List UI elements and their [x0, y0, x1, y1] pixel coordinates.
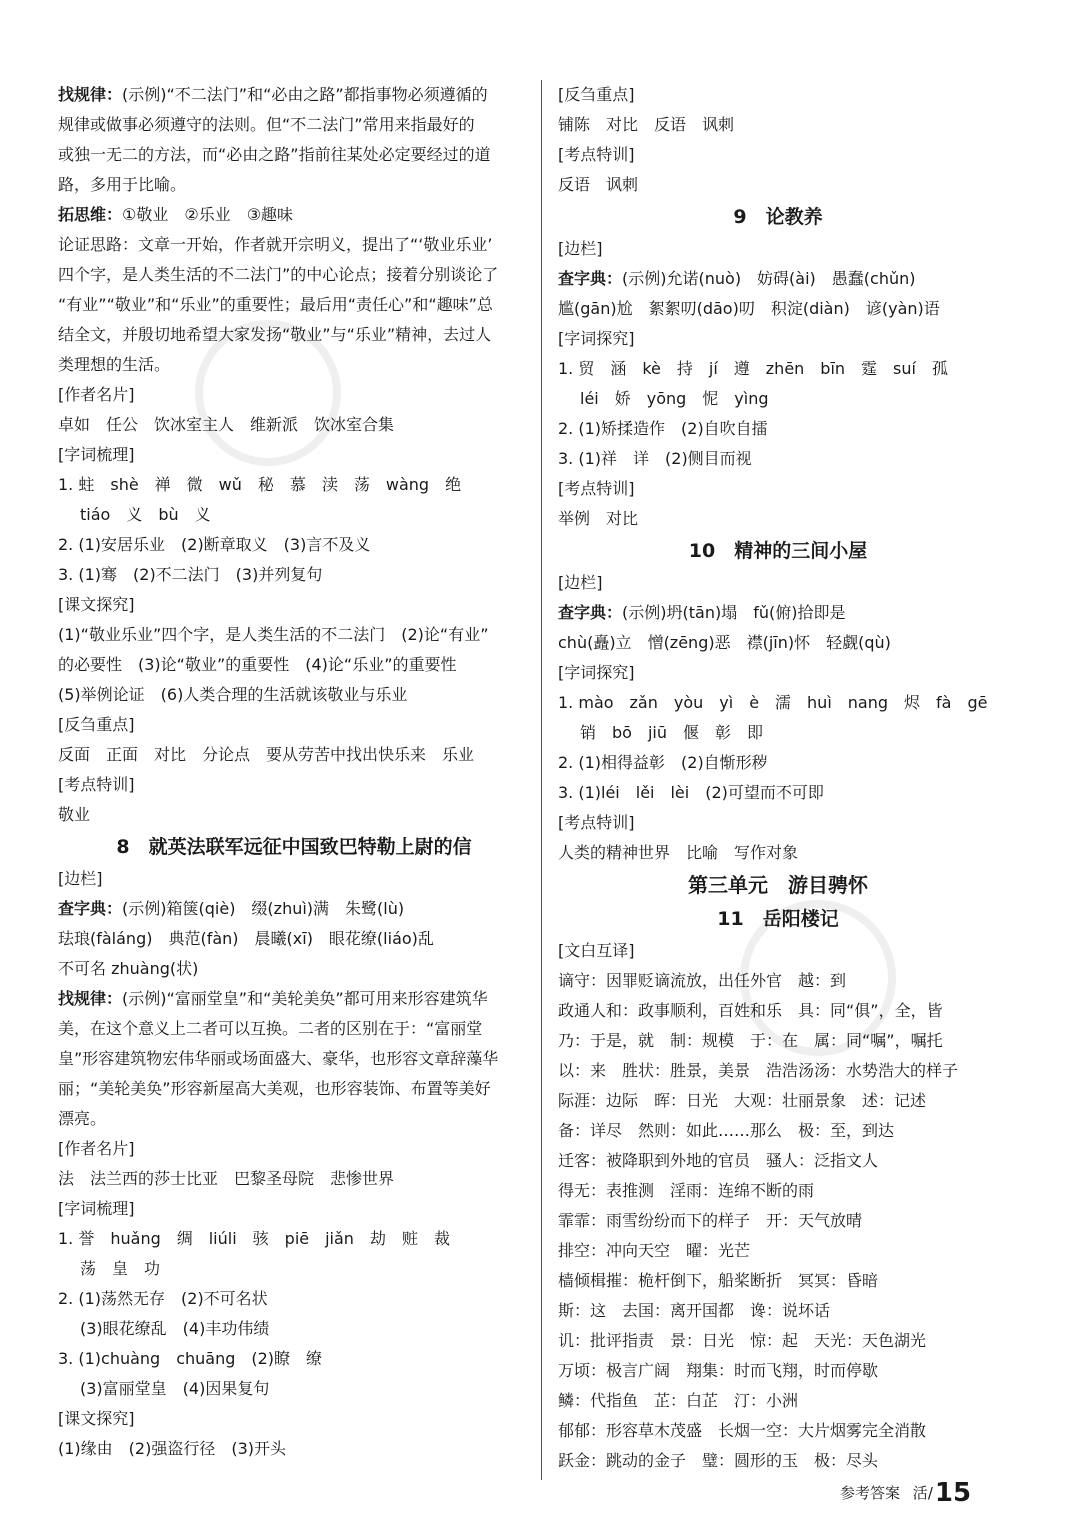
- section-heading: [ 边栏 ]: [558, 568, 998, 598]
- section-heading: [ 边栏 ]: [558, 234, 998, 264]
- answer-line: [58, 894, 530, 924]
- section-heading: [ 考点特训 ]: [558, 140, 998, 170]
- answer-text: (示例)坍(tān)塌 fǔ(俯)拾即是: [622, 603, 846, 622]
- answer-line: tiáo 义 bù 义: [80, 505, 211, 524]
- answer-line: 备：详尽 然则：如此……那么 极：至，到达: [558, 1121, 895, 1140]
- answer-line: léi 娇 yōng 怩 yìng: [580, 389, 769, 408]
- lesson-title: 11 岳阳楼记: [717, 908, 839, 930]
- answer-line: 尴(gān)尬 絮絮叨(dāo)叨 积淀(diàn) 谚(yàn)语: [558, 299, 940, 318]
- section-heading: [ 考点特训 ]: [558, 808, 998, 838]
- answer-line: 2. (1)荡然无存 (2)不可名状: [58, 1289, 268, 1308]
- answer-line: 反面 正面 对比 分论点 要从劳苦中找出快乐来 乐业: [58, 745, 475, 764]
- answer-label: 查字典：: [558, 603, 623, 622]
- answer-line: 郁郁：形容草木茂盛 长烟一空：大片烟雾完全消散: [558, 1421, 927, 1440]
- answer-line: 2. (1)安居乐业 (2)断章取义 (3)言不及义: [58, 535, 371, 554]
- answer-line: 1. 蛀 shè 禅 微 wǔ 秘 慕 渎 荡 wàng 绝: [58, 475, 462, 494]
- answer-line: 路，多用于比喻。: [58, 175, 187, 194]
- answer-line: 鳞：代指鱼 芷：白芷 汀：小洲: [558, 1391, 799, 1410]
- answer-line: chù(矗)立 憎(zēng)恶 襟(jīn)怀 轻觑(qù): [558, 633, 891, 652]
- answer-text: (示例)允诺(nuò) 妨碍(ài) 愚蠢(chǔn): [622, 269, 916, 288]
- answer-text: ①敬业 ②乐业 ③趣味: [122, 205, 294, 224]
- answer-line: 销 bō jiū 偃 彰 即: [580, 723, 763, 742]
- answer-line: [558, 598, 998, 628]
- answer-line: 3. (1)骞 (2)不二法门 (3)并列复句: [58, 565, 323, 584]
- answer-line: 以：来 胜状：胜景，美景 浩浩汤汤：水势浩大的样子: [558, 1061, 959, 1080]
- section-heading: [ 字词梳理 ]: [58, 440, 530, 470]
- answer-text: (示例)“不二法门”和“必由之路”都指事物必须遵循的: [122, 85, 488, 104]
- section-heading: [ 反刍重点 ]: [58, 710, 530, 740]
- section-heading: [ 反刍重点 ]: [558, 80, 998, 110]
- answer-line: (5)举例论证 (6)人类合理的生活就该敬业与乐业: [58, 685, 408, 704]
- answer-line: 霏霏：雨雪纷纷而下的样子 开：天气放晴: [558, 1211, 863, 1230]
- answer-line: (3)眼花缭乱 (4)丰功伟绩: [80, 1319, 270, 1338]
- answer-line: 丽；“美轮美奂”形容新屋高大美观，也形容装饰、布置等美好: [58, 1079, 491, 1098]
- answer-line: [558, 264, 998, 294]
- answer-label: 查字典：: [58, 899, 123, 918]
- lesson-title: 9 论教养: [733, 206, 823, 228]
- answer-line: 结全文，并殷切地希望大家发扬“敬业”与“乐业”精神，去过人: [58, 325, 492, 344]
- page-number: 15: [934, 1478, 972, 1508]
- answer-line: 不可名 zhuàng(状): [58, 959, 199, 978]
- section-heading: [ 作者名片 ]: [58, 1134, 530, 1164]
- answer-line: 规律或做事必须遵守的法则。但“不二法门”常用来指最好的: [58, 115, 475, 134]
- answer-line: [58, 200, 530, 230]
- answer-line: 美，在这个意义上二者可以互换。二者的区别在于：“富丽堂: [58, 1019, 483, 1038]
- answer-line: 讥：批评指责 景：日光 惊：起 天光：天色湖光: [558, 1331, 927, 1350]
- answer-line: 1. 誉 huǎng 绸 liúli 骇 piē jiǎn 劫 赃 裁: [58, 1229, 450, 1248]
- answer-line: 樯倾楫摧：桅杆倒下，船桨断折 冥冥：昏暗: [558, 1271, 879, 1290]
- section-heading: [ 文白互译 ]: [558, 936, 998, 966]
- answer-line: 四个字，是人类生活的不二法门”的中心论点；接着分别谈论了: [58, 265, 499, 284]
- answer-label: 找规律：: [58, 85, 123, 104]
- column-divider: [541, 80, 542, 1480]
- answer-line: 类理想的生活。: [58, 355, 171, 374]
- page-footer: [840, 1478, 1040, 1508]
- answer-line: (3)富丽堂皇 (4)因果复句: [80, 1379, 270, 1398]
- answer-line: 反语 讽刺: [558, 175, 639, 194]
- section-heading: [ 字词探究 ]: [558, 658, 998, 688]
- answer-line: 1. mào zǎn yòu yì è 濡 huì nang 烬 fà gē: [558, 693, 988, 712]
- answer-line: 或独一无二的方法，而“必由之路”指前往某处必定要经过的道: [58, 145, 491, 164]
- answer-line: 的必要性 (3)论“敬业”的重要性 (4)论“乐业”的重要性: [58, 655, 457, 674]
- answer-line: 得无：表推测 淫雨：连绵不断的雨: [558, 1181, 815, 1200]
- answer-line: 跃金：跳动的金子 璧：圆形的玉 极：尽头: [558, 1451, 879, 1470]
- answer-line: 卓如 任公 饮冰室主人 维新派 饮冰室合集: [58, 415, 395, 434]
- right-column: [558, 80, 998, 1476]
- answer-line: 人类的精神世界 比喻 写作对象: [558, 843, 799, 862]
- answer-line: “有业”“敬业”和“乐业”的重要性；最后用“责任心”和“趣味”总: [58, 295, 493, 314]
- answer-line: 法 法兰西的莎士比亚 巴黎圣母院 悲惨世界: [58, 1169, 395, 1188]
- answer-line: 举例 对比: [558, 509, 639, 528]
- answer-line: (1)缘由 (2)强盗行径 (3)开头: [58, 1439, 286, 1458]
- answer-line: 敬业: [58, 805, 91, 824]
- footer-mark: 活: [912, 1484, 928, 1502]
- answer-line: 迁客：被降职到外地的官员 骚人：泛指文人: [558, 1151, 879, 1170]
- answer-text: (示例)“富丽堂皇”和“美轮美奂”都可用来形容建筑华: [122, 989, 488, 1008]
- answer-line: 斯：这 去国：离开国都 谗：说坏话: [558, 1301, 831, 1320]
- answer-line: 漂亮。: [58, 1109, 107, 1128]
- footer-sep: /: [927, 1484, 933, 1502]
- answer-line: 际涯：边际 晖：日光 大观：壮丽景象 述：记述: [558, 1091, 927, 1110]
- answer-line: 谪守：因罪贬谪流放，出任外官 越：到: [558, 971, 847, 990]
- section-heading: [ 课文探究 ]: [58, 590, 530, 620]
- answer-line: 2. (1)相得益彰 (2)自惭形秽: [558, 753, 768, 772]
- section-heading: [ 考点特训 ]: [58, 770, 530, 800]
- section-heading: [ 作者名片 ]: [58, 380, 530, 410]
- answer-line: 珐琅(fàláng) 典范(fàn) 晨曦(xī) 眼花缭(liáo)乱: [58, 929, 434, 948]
- answer-line: 政通人和：政事顺利，百姓和乐 具：同“俱”，全，皆: [558, 1001, 943, 1020]
- left-column: [58, 80, 530, 1464]
- section-heading: [ 边栏 ]: [58, 864, 530, 894]
- answer-line: 皇”形容建筑物宏伟华丽或场面盛大、豪华，也形容文章辞藻华: [58, 1049, 499, 1068]
- answer-line: 乃：于是，就 制：规模 于：在 属：同“嘱”，嘱托: [558, 1031, 943, 1050]
- answer-line: 万顷：极言广阔 翔集：时而飞翔，时而停歇: [558, 1361, 879, 1380]
- answer-line: 论证思路：文章一开始，作者就开宗明义，提出了“‘敬业乐业’: [58, 235, 493, 254]
- lesson-title: 8 就英法联军远征中国致巴特勒上尉的信: [116, 836, 472, 858]
- section-heading: [ 字词探究 ]: [558, 324, 998, 354]
- section-heading: [ 考点特训 ]: [558, 474, 998, 504]
- section-heading: [ 课文探究 ]: [58, 1404, 530, 1434]
- lesson-title: 10 精神的三间小屋: [688, 540, 868, 562]
- answer-line: 荡 皇 功: [80, 1259, 161, 1278]
- footer-label: 参考答案: [840, 1484, 901, 1502]
- answer-line: [58, 80, 530, 110]
- answer-line: 2. (1)矫揉造作 (2)自吹自擂: [558, 419, 768, 438]
- section-heading: [ 字词梳理 ]: [58, 1194, 530, 1224]
- answer-line: (1)“敬业乐业”四个字，是人类生活的不二法门 (2)论“有业”: [58, 625, 489, 644]
- answer-label: 查字典：: [558, 269, 623, 288]
- answer-line: 3. (1)祥 详 (2)侧目而视: [558, 449, 752, 468]
- answer-text: (示例)箱箧(qiè) 缀(zhuì)满 朱鹭(lù): [122, 899, 405, 918]
- answer-label: 拓思维：: [58, 205, 123, 224]
- answer-line: 3. (1)léi lěi lèi (2)可望而不可即: [558, 783, 824, 802]
- answer-line: 排空：冲向天空 曜：光芒: [558, 1241, 751, 1260]
- answer-line: [58, 984, 530, 1014]
- answer-line: 3. (1)chuàng chuāng (2)瞭 缭: [58, 1349, 323, 1368]
- answer-line: 铺陈 对比 反语 讽刺: [558, 115, 735, 134]
- answer-line: 1. 贸 涵 kè 持 jí 遵 zhēn bīn 霆 suí 孤: [558, 359, 948, 378]
- answer-label: 找规律：: [58, 989, 123, 1008]
- unit-title: 第三单元 游目骋怀: [688, 873, 868, 897]
